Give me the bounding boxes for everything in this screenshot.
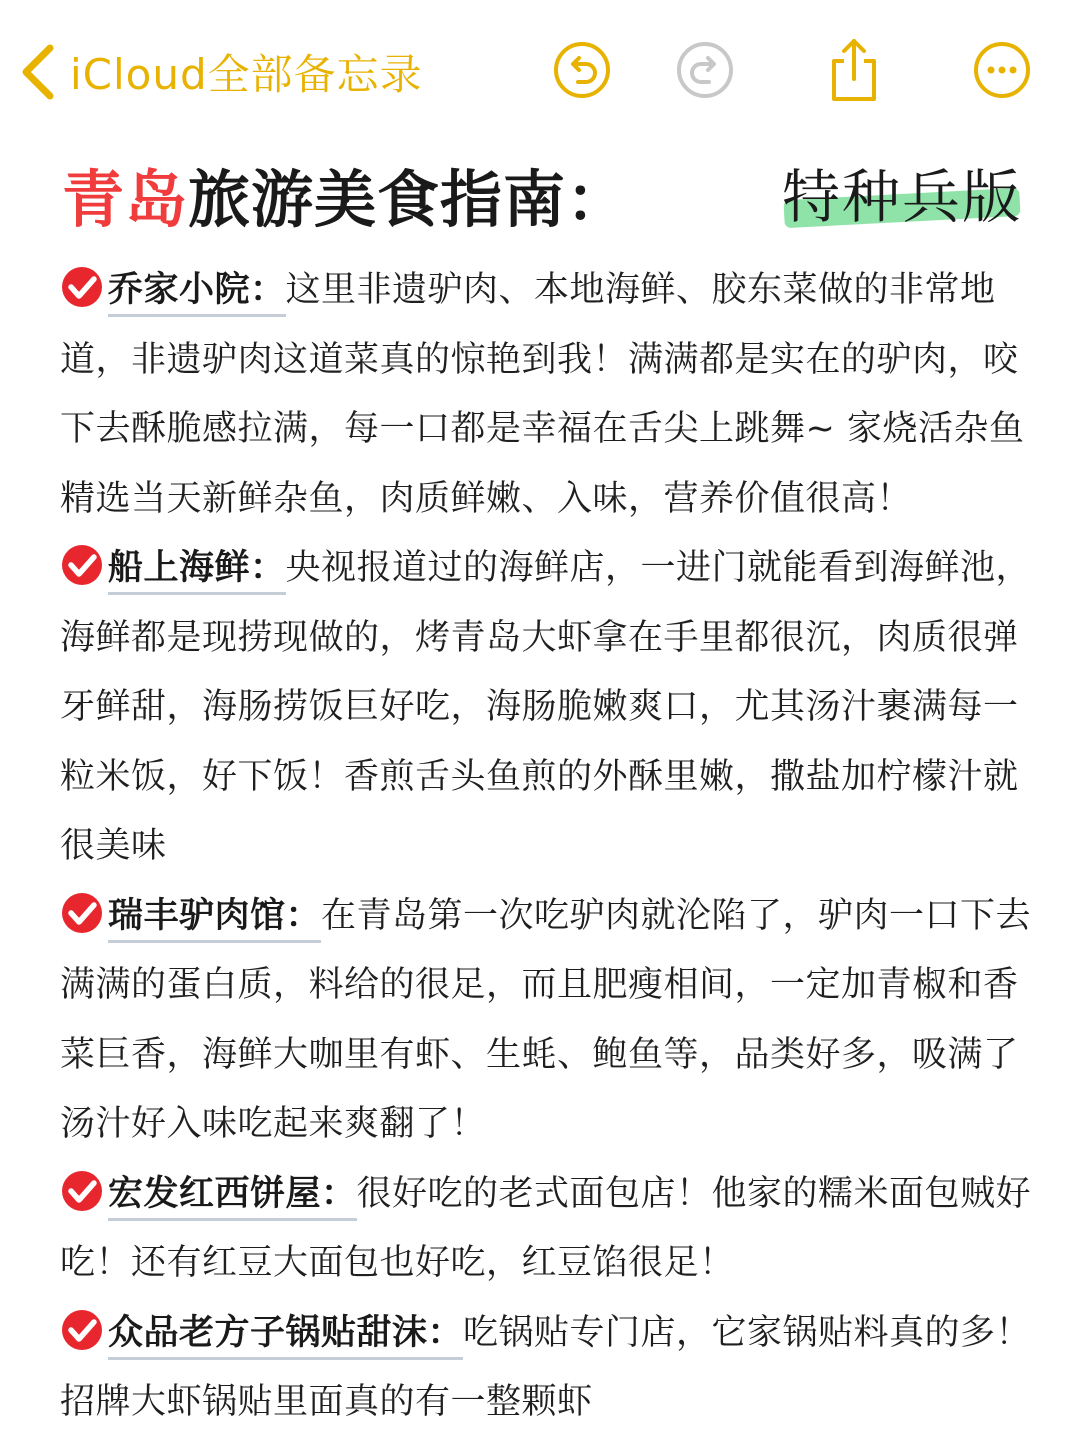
redo-icon: [675, 40, 735, 100]
check-circle-icon: [60, 1308, 104, 1352]
more-icon: [972, 40, 1032, 100]
chevron-left-icon: [20, 44, 56, 100]
restaurant-name: 瑞丰驴肉馆：: [108, 896, 321, 943]
undo-button[interactable]: [550, 38, 614, 102]
restaurant-description: 很好吃的老式面包店！他家的糯米面包贼好吃！还有红豆大面包也好吃，红豆馅很足！: [60, 1173, 1032, 1283]
list-item: [60, 1160, 1040, 1299]
share-icon: [824, 37, 884, 103]
restaurant-name: 宏发红西饼屋：: [108, 1174, 357, 1221]
restaurant-name: 船上海鲜：: [108, 548, 286, 595]
restaurant-description: 吃锅贴专门店，它家锅贴料真的多！招牌大虾锅贴里面真的有一整颗虾: [60, 1312, 1032, 1422]
undo-icon: [552, 40, 612, 100]
title-city: 青岛: [62, 163, 189, 236]
restaurant-description: 在青岛第一次吃驴肉就沦陷了，驴肉一口下去满满的蛋白质，料给的很足，而且肥瘦相间，一定加青椒和香菜巨香，海鲜大咖里有虾、生蚝、鲍鱼等，品类好多，吸满了汤汁好入味吃起来爽翻了！: [60, 895, 1032, 1144]
note-body[interactable]: [60, 256, 1040, 1438]
back-button[interactable]: [20, 40, 423, 104]
edition-label: 特种兵版: [782, 163, 1023, 231]
redo-button[interactable]: [673, 38, 737, 102]
list-item: [60, 256, 1040, 534]
share-button[interactable]: [822, 38, 886, 102]
back-label: iCloud全部备忘录: [70, 50, 423, 99]
navigation-bar: [0, 0, 1080, 140]
list-item: [60, 1299, 1040, 1438]
check-circle-icon: [60, 265, 104, 309]
note-title-row: [62, 150, 1022, 240]
check-circle-icon: [60, 891, 104, 935]
check-circle-icon: [60, 1169, 104, 1213]
title-main: 旅游美食指南：: [188, 163, 630, 236]
restaurant-name: 乔家小院：: [108, 270, 286, 317]
restaurant-description: 央视报道过的海鲜店，一进门就能看到海鲜池，海鲜都是现捞现做的，烤青岛大虾拿在手里都很沉，肉质很弹牙鲜甜，海肠捞饭巨好吃，海肠脆嫩爽口，尤其汤汁裹满每一粒米饭，好下饭！香煎舌头鱼煎的外酥里嫩，撒盐加柠檬汁就很美味: [60, 548, 1032, 866]
check-circle-icon: [60, 543, 104, 587]
restaurant-description: 这里非遗驴肉、本地海鲜、胶东菜做的非常地道，非遗驴肉这道菜真的惊艳到我！满满都是实在的驴肉，咬下去酥脆感拉满，每一口都是幸福在舌尖上跳舞~ 家烧活杂鱼精选当天新鲜杂鱼，肉质鲜嫩、入味，营养价值很高！: [60, 270, 1025, 519]
more-button[interactable]: [970, 38, 1034, 102]
edition-tag: [782, 150, 1022, 240]
note-title: [62, 150, 629, 239]
list-item: [60, 882, 1040, 1160]
list-item: [60, 534, 1040, 882]
restaurant-name: 众品老方子锅贴甜沫：: [108, 1313, 463, 1360]
